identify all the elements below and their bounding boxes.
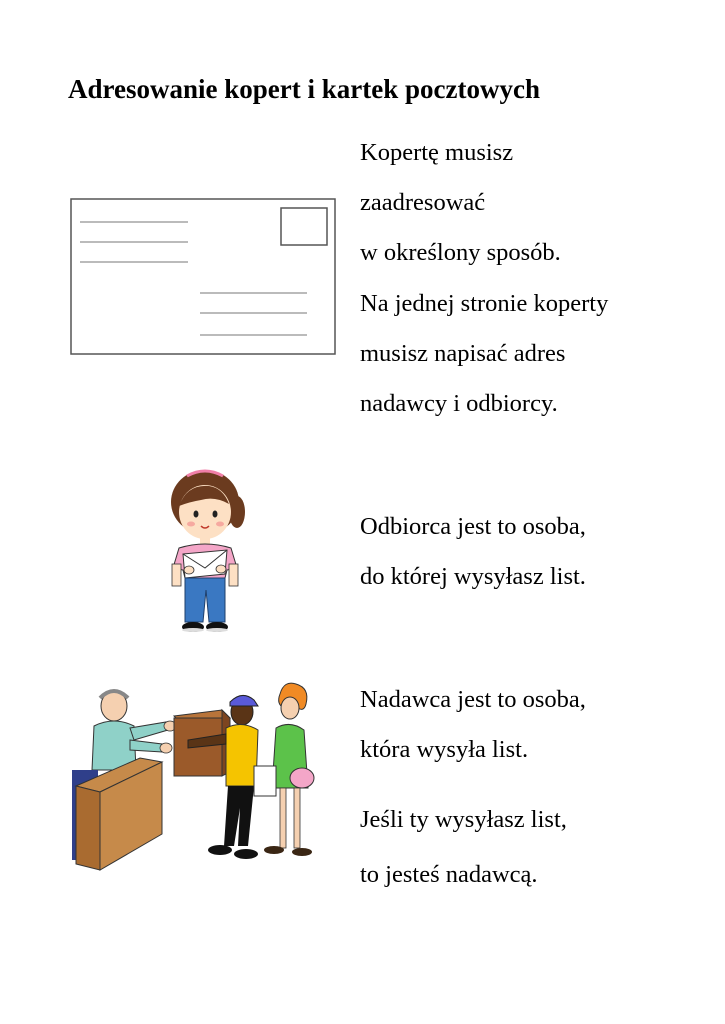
section3-line: Jeśli ty wysyłasz list, xyxy=(360,806,567,833)
envelope-icon xyxy=(70,198,336,356)
section3-line: Nadawca jest to osoba, xyxy=(360,686,586,713)
page-title: Adresowanie kopert i kartek pocztowych xyxy=(68,74,540,104)
section3-line: to jesteś nadawcą. xyxy=(360,861,538,888)
section1-line: Na jednej stronie koperty xyxy=(360,290,609,317)
girl-with-letter-icon xyxy=(165,466,245,636)
section3-line: która wysyła list. xyxy=(360,736,529,763)
section2-line: do której wysyłasz list. xyxy=(360,563,586,590)
section1-line: musisz napisać adres xyxy=(360,340,566,367)
section1-line: w określony sposób. xyxy=(360,239,561,266)
post-office-scene-icon xyxy=(70,678,328,880)
section2-line: Odbiorca jest to osoba, xyxy=(360,513,586,540)
section1-line: zaadresować xyxy=(360,189,486,216)
section1-line: nadawcy i odbiorcy. xyxy=(360,390,558,417)
section1-line: Kopertę musisz xyxy=(360,139,514,166)
